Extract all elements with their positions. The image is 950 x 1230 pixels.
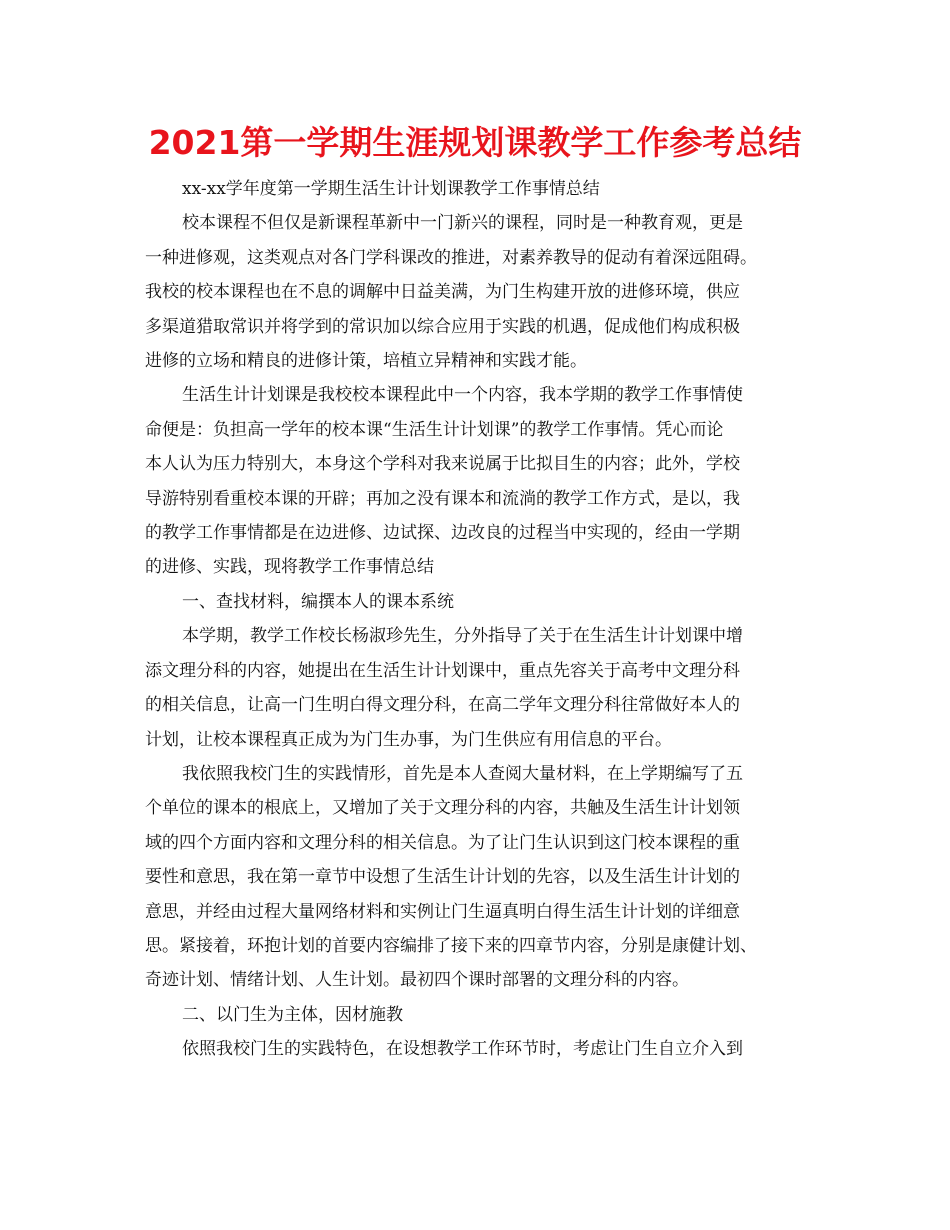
document-body — [145, 172, 805, 1067]
paragraph — [145, 619, 805, 757]
text-line: 的相关信息，让高一门生明白得文理分科，在高二学年文理分科往常做好本人的 — [145, 695, 740, 716]
text-line: 个单位的课本的根底上，又增加了关于文理分科的内容，共触及生活生计计划领 — [145, 798, 740, 819]
paragraph — [145, 172, 805, 206]
text-line: 一种进修观，这类观点对各门学科课改的推进，对素养教导的促动有着深远阻碍。 — [145, 247, 757, 268]
text-line: 计划，让校本课程真正成为为门生办事，为门生供应有用信息的平台。 — [145, 729, 672, 750]
text-line: 意思，并经由过程大量网络材料和实例让门生逼真明白得生活生计计划的详细意 — [145, 901, 740, 922]
text-line: 思。紧接着，环抱计划的首要内容编排了接下来的四章节内容，分别是康健计划、 — [145, 935, 757, 956]
text-line: 添文理分科的内容，她提出在生活生计计划课中，重点先容关于高考中文理分科 — [145, 660, 740, 681]
text-line: 导游特别看重校本课的开辟；再加之没有课本和流淌的教学工作方式，是以，我 — [145, 488, 740, 509]
text-line: 生活生计计划课是我校校本课程此中一个内容，我本学期的教学工作事情使 — [182, 385, 743, 406]
text-line: 进修的立场和精良的进修计策，培植立异精神和实践才能。 — [145, 351, 587, 372]
text-line: 本人认为压力特别大，本身这个学科对我来说属于比拟目生的内容；此外，学校 — [145, 454, 740, 475]
text-line: 的教学工作事情都是在边进修、边试探、边改良的过程当中实现的，经由一学期 — [145, 523, 740, 544]
text-line: 依照我校门生的实践特色，在设想教学工作环节时，考虑让门生自立介入到 — [182, 1039, 743, 1060]
text-line: 本学期，教学工作校长杨淑珍先生，分外指导了关于在生活生计计划课中增 — [182, 626, 743, 647]
paragraph — [145, 378, 805, 584]
paragraph — [145, 1032, 805, 1066]
text-line: 一、查找材料，编撰本人的课本系统 — [182, 591, 454, 612]
text-line: 命便是：负担高一学年的校本课“生活生计计划课”的教学工作事情。凭心而论 — [145, 419, 724, 440]
paragraph — [145, 757, 805, 998]
text-line: 校本课程不但仅是新课程革新中一门新兴的课程，同时是一种教育观，更是 — [182, 213, 743, 234]
text-line: 域的四个方面内容和文理分科的相关信息。为了让门生认识到这门校本课程的重 — [145, 832, 740, 853]
paragraph — [145, 206, 805, 378]
text-line: 要性和意思，我在第一章节中设想了生活生计计划的先容，以及生活生计计划的 — [145, 867, 740, 888]
text-line: xx-xx学年度第一学期生活生计计划课教学工作事情总结 — [182, 179, 600, 199]
paragraph — [145, 998, 805, 1032]
text-line: 二、以门生为主体，因材施教 — [182, 1004, 403, 1025]
text-line: 多渠道猎取常识并将学到的常识加以综合应用于实践的机遇，促成他们构成积极 — [145, 316, 740, 337]
text-line: 我依照我校门生的实践情形，首先是本人查阅大量材料，在上学期编写了五 — [182, 763, 743, 784]
paragraph — [145, 585, 805, 619]
text-line: 奇迹计划、情绪计划、人生计划。最初四个课时部署的文理分科的内容。 — [145, 970, 689, 991]
document-title: 2021第一学期生涯规划课教学工作参考总结 — [148, 123, 802, 162]
text-line: 的进修、实践，现将教学工作事情总结 — [145, 557, 434, 578]
text-line: 我校的校本课程也在不息的调解中日益美满，为门生构建开放的进修环境，供应 — [145, 282, 740, 303]
